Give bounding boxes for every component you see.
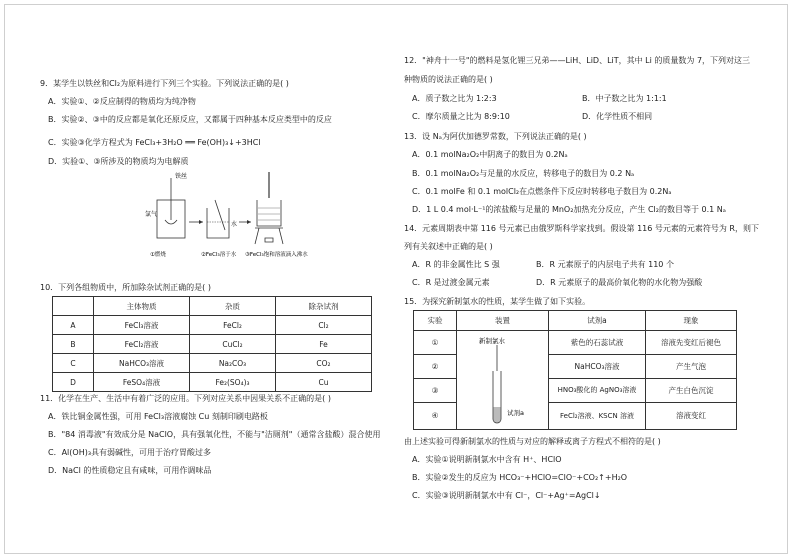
q15-header-phenomenon: 现象: [646, 311, 736, 331]
q15-table: [413, 310, 737, 430]
q14-option-c: C．R 是过渡金属元素: [412, 278, 490, 287]
q11-option-c: C．Al(OH)₃具有弱碱性，可用于治疗胃酸过多: [48, 448, 212, 457]
table-cell: D: [53, 373, 94, 392]
q13-stem: 13．设 Nₐ为阿伏加德罗常数，下列说法正确的是( ): [404, 132, 587, 141]
table-cell: FeCl₂溶液: [94, 335, 190, 354]
q14-option-a: A．R 的非金属性比 S 强: [412, 260, 500, 269]
q9-option-b: B．实验②、③中的反应都是氧化还原反应，又都属于四种基本反应类型中的反应: [48, 115, 332, 124]
table-cell: CuCl₂: [190, 335, 276, 354]
table-cell: Na₂CO₃: [190, 354, 276, 373]
table-cell: A: [53, 316, 94, 335]
q13-option-b: B．0.1 molNa₂O₂与足量的水反应，转移电子的数目为 0.2 Nₐ: [412, 169, 635, 178]
table-row: [53, 335, 372, 354]
q14-option-d: D．R 元素原子的最高价氧化物的水化物为强酸: [536, 278, 703, 287]
q15-question: 由上述实验可得新制氯水的性质与对应的解释或离子方程式不相符的是( ): [404, 437, 661, 446]
q15-header-apparatus: 装置: [457, 311, 549, 331]
q9-option-d: D．实验①、③所涉及的物质均为电解质: [48, 157, 189, 166]
q12-option-a: A．质子数之比为 1:2:3: [412, 94, 497, 103]
q12-line-2: 种物质的说法正确的是( ): [404, 75, 493, 84]
q12-option-d: D．化学性质不相同: [582, 112, 653, 121]
table-cell: Fe₂(SO₄)₃: [190, 373, 276, 392]
fig-label-exp3: ③FeCl₃饱和溶液滴入沸水: [245, 252, 308, 258]
fig-label-exp2: ②FeCl₃溶于水: [201, 252, 237, 258]
table-cell: ④: [414, 403, 457, 429]
fig-label-chlorine-water: 新制氯水: [479, 337, 505, 345]
table-header: 杂质: [190, 297, 276, 316]
fig-label-reagent-a: 试剂a: [507, 409, 524, 417]
q12-option-c: C．摩尔质量之比为 8:9:10: [412, 112, 510, 121]
table-row: [53, 297, 372, 316]
fig-label-iron-wire: 铁丝: [175, 173, 188, 180]
table-cell: CO₂: [276, 354, 372, 373]
table-cell: Fe: [276, 335, 372, 354]
fig-label-exp1: ①燃烧: [150, 252, 166, 258]
q13-option-c: C．0.1 molFe 和 0.1 molCl₂在点燃条件下反应时转移电子数目为 0.2Nₐ: [412, 187, 672, 196]
q9-experiment-figure: [145, 170, 308, 270]
q14-line-1: 14．元素周期表中第 116 号元素已由俄罗斯科学家找到。假设第 116 号元素的元素符号为 R，则下: [404, 224, 759, 233]
q12-line-1: 12．"神舟十一号"的燃料是氢化锂三兄弟——LiH、LiD、LiT，其中 Li 的质量数为 7，下列对这三: [404, 56, 751, 65]
q12-option-b: B．中子数之比为 1:1:1: [582, 94, 667, 103]
q14-option-b: B．R 元素原子的内层电子共有 110 个: [536, 260, 674, 269]
table-cell: ②: [414, 355, 457, 379]
table-row: [53, 354, 372, 373]
table-cell: C: [53, 354, 94, 373]
table-cell: 溶液变红: [676, 411, 706, 420]
test-tube-figure: [457, 331, 548, 429]
q9-option-c: C．实验③化学方程式为 FeCl₃+3H₂O ══ Fe(OH)₃↓+3HCl: [48, 138, 261, 147]
table-cell: 产生气泡: [646, 355, 736, 379]
table-row: [53, 373, 372, 392]
table-cell: HNO₃酸化的 AgNO₃溶液: [549, 379, 646, 403]
q10-stem: 10．下列各组物质中，所加除杂试剂正确的是( ): [40, 283, 211, 292]
table-cell: 紫色的石蕊试液: [549, 331, 646, 355]
table-row: [53, 316, 372, 335]
table-cell: NaHCO₃溶液: [94, 354, 190, 373]
q11-option-a: A．铁比铜金属性强，可用 FeCl₃溶液腐蚀 Cu 刻制印刷电路板: [48, 412, 268, 421]
table-cell: 溶液先变红后褪色: [646, 331, 736, 355]
table-cell: ①: [414, 331, 457, 355]
q11-option-b: B．"84 消毒液"有效成分是 NaClO，具有强氧化性，不能与"洁厕剂"（通常含盐酸）混合使用: [48, 430, 381, 439]
q13-option-a: A．0.1 molNa₂O₂中阴离子的数目为 0.2Nₐ: [412, 150, 568, 159]
q14-line-2: 列有关叙述中正确的是( ): [404, 242, 493, 251]
q9-option-a: A．实验①、②反应制得的物质均为纯净物: [48, 97, 196, 106]
table-header: [53, 297, 94, 316]
q10-table: [52, 296, 372, 392]
table-header: 除杂试剂: [276, 297, 372, 316]
table-cell: NaHCO₃溶液: [549, 355, 646, 379]
table-cell: FeSO₄溶液: [94, 373, 190, 392]
q15-stem: 15．为探究新制氯水的性质，某学生做了如下实验。: [404, 297, 591, 306]
q9-stem: 9．某学生以铁丝和Cl₂为原料进行下列三个实验。下列说法正确的是( ): [40, 79, 289, 88]
fig-label-chlorine: 氯气: [145, 211, 158, 218]
table-cell: ③: [414, 379, 457, 403]
q15-option-b: B．实验②发生的反应为 HCO₃⁻+HClO=ClO⁻+CO₂↑+H₂O: [412, 473, 628, 482]
q11-stem: 11．化学在生产、生活中有着广泛的应用。下列对应关系中因果关系不正确的是( ): [40, 394, 331, 403]
q15-header-experiment: 实验: [414, 311, 457, 331]
table-cell: FeCl₃溶液: [94, 316, 190, 335]
q15-option-a: A．实验①说明新制氯水中含有 H⁺、HClO: [412, 455, 562, 464]
table-cell: Cu: [276, 373, 372, 392]
q15-apparatus-cell: [457, 331, 549, 429]
table-cell: Cl₂: [276, 316, 372, 335]
table-header: 主体物质: [94, 297, 190, 316]
table-cell: FeCl₂: [190, 316, 276, 335]
q13-option-d: D．1 L 0.4 mol·L⁻¹的浓盐酸与足量的 MnO₂加热充分反应，产生 Cl₂的数目等于 0.1 Nₐ: [412, 205, 726, 214]
table-cell: B: [53, 335, 94, 354]
q15-header-reagent: 试剂a: [549, 311, 646, 331]
q11-option-d: D．NaCl 的性质稳定且有咸味，可用作调味品: [48, 466, 212, 475]
table-cell: 产生白色沉淀: [646, 379, 736, 403]
q15-option-c: C．实验③说明新制氯水中有 Cl⁻，Cl⁻+Ag⁺=AgCl↓: [412, 491, 601, 500]
fig-label-water: 水: [231, 221, 238, 228]
table-cell: FeCl₂溶液、KSCN 溶液: [549, 403, 646, 429]
